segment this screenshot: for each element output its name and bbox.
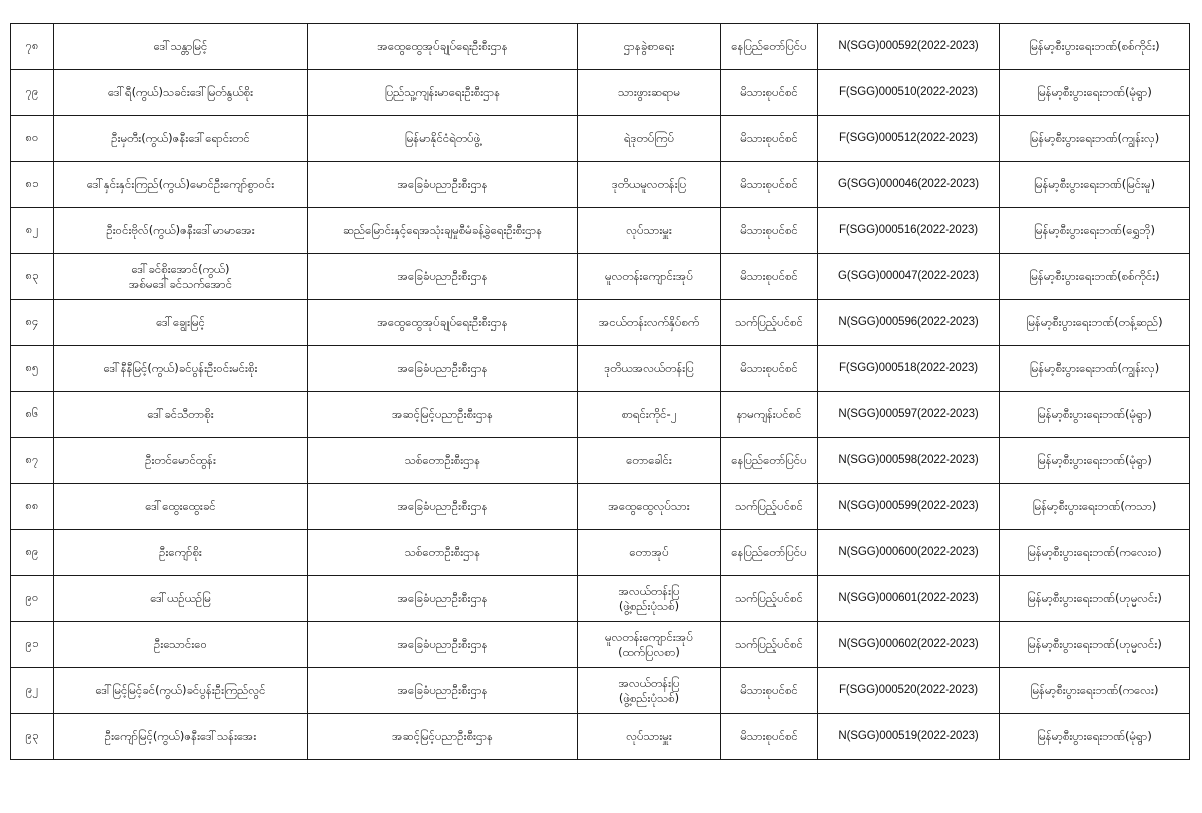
table-row bbox=[11, 24, 1190, 70]
reference-code-cell: N(SGG)000596(2022-2023) bbox=[818, 300, 1000, 346]
rank-cell: ဒုတိယအလယ်တန်းပြ bbox=[578, 346, 721, 392]
table-row bbox=[11, 484, 1190, 530]
reference-code-cell: N(SGG)000601(2022-2023) bbox=[818, 576, 1000, 622]
department-cell: ပြည်သူ့ကျန်းမာရေးဦးစီးဌာန bbox=[308, 70, 578, 116]
rank-cell: တောအုပ် bbox=[578, 530, 721, 576]
department-cell: အဆင့်မြင့်ပညာဦးစီးဌာန bbox=[308, 392, 578, 438]
table-row bbox=[11, 668, 1190, 714]
bank-branch-cell: မြန်မာ့စီးပွားရေးဘဏ်(ဟုမ္မလင်း) bbox=[1000, 622, 1190, 668]
pension-type-cell: မိသားစုပင်စင် bbox=[721, 208, 818, 254]
pension-type-cell: သက်ပြည့်ပင်စင် bbox=[721, 300, 818, 346]
rank-cell: သားဖွားဆရာမ bbox=[578, 70, 721, 116]
table-row bbox=[11, 300, 1190, 346]
department-cell: အထွေထွေအုပ်ချုပ်ရေးဦးစီးဌာန bbox=[308, 300, 578, 346]
row-number-cell: ၈၃ bbox=[11, 254, 54, 300]
table-body bbox=[11, 24, 1190, 760]
table-row bbox=[11, 392, 1190, 438]
department-cell: အခြေခံပညာဦးစီးဌာန bbox=[308, 254, 578, 300]
reference-code-cell: N(SGG)000592(2022-2023) bbox=[818, 24, 1000, 70]
reference-code-cell: F(SGG)000512(2022-2023) bbox=[818, 116, 1000, 162]
pension-type-cell: မိသားစုပင်စင် bbox=[721, 70, 818, 116]
bank-branch-cell: မြန်မာ့စီးပွားရေးဘဏ်(ရွှေဘို) bbox=[1000, 208, 1190, 254]
pension-type-cell: နေပြည်တော်ပြင်ပ bbox=[721, 438, 818, 484]
pension-type-cell: မိသားစုပင်စင် bbox=[721, 254, 818, 300]
rank-cell: မူလတန်းကျောင်းအုပ် bbox=[578, 254, 721, 300]
person-name-cell: ဒေါ်ခင်စိုးအောင်(ကွယ်) အစ်မဒေါ်ခင်သက်အောင် bbox=[54, 254, 308, 300]
pension-type-cell: မိသားစုပင်စင် bbox=[721, 116, 818, 162]
reference-code-cell: F(SGG)000518(2022-2023) bbox=[818, 346, 1000, 392]
table-row bbox=[11, 70, 1190, 116]
department-cell: အခြေခံပညာဦးစီးဌာန bbox=[308, 668, 578, 714]
row-number-cell: ၇၈ bbox=[11, 24, 54, 70]
bank-branch-cell: မြန်မာ့စီးပွားရေးဘဏ်(ကသာ) bbox=[1000, 484, 1190, 530]
table-row bbox=[11, 162, 1190, 208]
row-number-cell: ၈၉ bbox=[11, 530, 54, 576]
person-name-cell: ဒေါ်ချွေးမြင့် bbox=[54, 300, 308, 346]
bank-branch-cell: မြန်မာ့စီးပွားရေးဘဏ်(ကျွန်းလှ) bbox=[1000, 116, 1190, 162]
reference-code-cell: G(SGG)000046(2022-2023) bbox=[818, 162, 1000, 208]
rank-cell: မူလတန်းကျောင်းအုပ် (ထက်ပြလစာ) bbox=[578, 622, 721, 668]
rank-cell: အထွေထွေလုပ်သား bbox=[578, 484, 721, 530]
row-number-cell: ၈၇ bbox=[11, 438, 54, 484]
person-name-cell: ဒေါ်သန္တာမြင့် bbox=[54, 24, 308, 70]
rank-cell: ရဲဒုတပ်ကြပ် bbox=[578, 116, 721, 162]
department-cell: သစ်တောဦးစီးဌာန bbox=[308, 438, 578, 484]
rank-cell: အငယ်တန်းလက်နှိပ်စက် bbox=[578, 300, 721, 346]
reference-code-cell: N(SGG)000602(2022-2023) bbox=[818, 622, 1000, 668]
row-number-cell: ၈၂ bbox=[11, 208, 54, 254]
reference-code-cell: N(SGG)000600(2022-2023) bbox=[818, 530, 1000, 576]
rank-cell: တောခေါင်း bbox=[578, 438, 721, 484]
rank-cell: ဌာနခွဲစာရေး bbox=[578, 24, 721, 70]
person-name-cell: ဒေါ်မြင့်မြင့်ခင်(ကွယ်)ခင်ပွန်းဦးကြည်လွင် bbox=[54, 668, 308, 714]
bank-branch-cell: မြန်မာ့စီးပွားရေးဘဏ်(မုံရွာ) bbox=[1000, 70, 1190, 116]
table-row bbox=[11, 576, 1190, 622]
table-row bbox=[11, 438, 1190, 484]
department-cell: အခြေခံပညာဦးစီးဌာန bbox=[308, 622, 578, 668]
rank-cell: လုပ်သားမှူး bbox=[578, 208, 721, 254]
bank-branch-cell: မြန်မာ့စီးပွားရေးဘဏ်(မုံရွာ) bbox=[1000, 438, 1190, 484]
person-name-cell: ဦးသောင်းဝေ bbox=[54, 622, 308, 668]
table-row bbox=[11, 622, 1190, 668]
row-number-cell: ၉၂ bbox=[11, 668, 54, 714]
bank-branch-cell: မြန်မာ့စီးပွားရေးဘဏ်(ကလေး) bbox=[1000, 668, 1190, 714]
row-number-cell: ၈၆ bbox=[11, 392, 54, 438]
person-name-cell: ဒေါ်ယဉ်ယဉ်မြ bbox=[54, 576, 308, 622]
bank-branch-cell: မြန်မာ့စီးပွားရေးဘဏ်(စစ်ကိုင်း) bbox=[1000, 24, 1190, 70]
person-name-cell: ဦးတင်မောင်ထွန်း bbox=[54, 438, 308, 484]
reference-code-cell: G(SGG)000047(2022-2023) bbox=[818, 254, 1000, 300]
department-cell: အခြေခံပညာဦးစီးဌာန bbox=[308, 162, 578, 208]
department-cell: အထွေထွေအုပ်ချုပ်ရေးဦးစီးဌာန bbox=[308, 24, 578, 70]
person-name-cell: ဒေါ်ခင်သီတာစိုး bbox=[54, 392, 308, 438]
department-cell: အခြေခံပညာဦးစီးဌာန bbox=[308, 346, 578, 392]
person-name-cell: ဦးဝင်းဗိုလ်(ကွယ်)ဇနီးဒေါ်မာမာအေး bbox=[54, 208, 308, 254]
row-number-cell: ၉၁ bbox=[11, 622, 54, 668]
department-cell: အခြေခံပညာဦးစီးဌာန bbox=[308, 484, 578, 530]
bank-branch-cell: မြန်မာ့စီးပွားရေးဘဏ်(စစ်ကိုင်း) bbox=[1000, 254, 1190, 300]
department-cell: အဆင့်မြင့်ပညာဦးစီးဌာန bbox=[308, 714, 578, 760]
table-row bbox=[11, 714, 1190, 760]
row-number-cell: ၉၃ bbox=[11, 714, 54, 760]
bank-branch-cell: မြန်မာ့စီးပွားရေးဘဏ်(မြင်းမူ) bbox=[1000, 162, 1190, 208]
pension-type-cell: နာမကျန်းပင်စင် bbox=[721, 392, 818, 438]
row-number-cell: ၇၉ bbox=[11, 70, 54, 116]
person-name-cell: ဒေါ်နီနီမြင့်(ကွယ်)ခင်ပွန်းဦးဝင်းမင်းစိုး bbox=[54, 346, 308, 392]
person-name-cell: ဦးကျော်မြင့်(ကွယ်)ဇနီးဒေါ်သန်းအေး bbox=[54, 714, 308, 760]
pension-type-cell: နေပြည်တော်ပြင်ပ bbox=[721, 530, 818, 576]
bank-branch-cell: မြန်မာ့စီးပွားရေးဘဏ်(မုံရွာ) bbox=[1000, 392, 1190, 438]
department-cell: အခြေခံပညာဦးစီးဌာန bbox=[308, 576, 578, 622]
rank-cell: စာရင်းကိုင်-၂ bbox=[578, 392, 721, 438]
row-number-cell: ၈၁ bbox=[11, 162, 54, 208]
reference-code-cell: F(SGG)000516(2022-2023) bbox=[818, 208, 1000, 254]
pension-type-cell: သက်ပြည့်ပင်စင် bbox=[721, 576, 818, 622]
row-number-cell: ၈၅ bbox=[11, 346, 54, 392]
reference-code-cell: F(SGG)000520(2022-2023) bbox=[818, 668, 1000, 714]
department-cell: မြန်မာနိုင်ငံရဲတပ်ဖွဲ့ bbox=[308, 116, 578, 162]
pension-records-table bbox=[10, 23, 1190, 760]
bank-branch-cell: မြန်မာ့စီးပွားရေးဘဏ်(ကျွန်းလှ) bbox=[1000, 346, 1190, 392]
row-number-cell: ၈၈ bbox=[11, 484, 54, 530]
pension-type-cell: သက်ပြည့်ပင်စင် bbox=[721, 484, 818, 530]
reference-code-cell: N(SGG)000597(2022-2023) bbox=[818, 392, 1000, 438]
reference-code-cell: N(SGG)000598(2022-2023) bbox=[818, 438, 1000, 484]
rank-cell: အလယ်တန်းပြ (ဖွဲ့စည်းပုံသစ်) bbox=[578, 576, 721, 622]
rank-cell: ဒုတိယမူလတန်းပြ bbox=[578, 162, 721, 208]
table-row bbox=[11, 346, 1190, 392]
rank-cell: အလယ်တန်းပြ (ဖွဲ့စည်းပုံသစ်) bbox=[578, 668, 721, 714]
person-name-cell: ဦးမှတီး(ကွယ်)ဇနီးဒေါ်ရောင်းတင် bbox=[54, 116, 308, 162]
pension-type-cell: မိသားစုပင်စင် bbox=[721, 162, 818, 208]
pension-type-cell: မိသားစုပင်စင် bbox=[721, 668, 818, 714]
table-row bbox=[11, 254, 1190, 300]
department-cell: သစ်တောဦးစီးဌာန bbox=[308, 530, 578, 576]
reference-code-cell: N(SGG)000599(2022-2023) bbox=[818, 484, 1000, 530]
person-name-cell: ဦးကျော်စိုး bbox=[54, 530, 308, 576]
rank-cell: လုပ်သားမှူး bbox=[578, 714, 721, 760]
bank-branch-cell: မြန်မာ့စီးပွားရေးဘဏ်(ကလေးဝ) bbox=[1000, 530, 1190, 576]
person-name-cell: ဒေါ်ရီ(ကွယ်)သခင်းဒေါ်မြတ်နွယ်စိုး bbox=[54, 70, 308, 116]
pension-type-cell: မိသားစုပင်စင် bbox=[721, 714, 818, 760]
row-number-cell: ၉၀ bbox=[11, 576, 54, 622]
pension-type-cell: မိသားစုပင်စင် bbox=[721, 346, 818, 392]
bank-branch-cell: မြန်မာ့စီးပွားရေးဘဏ်(ဟုမ္မလင်း) bbox=[1000, 576, 1190, 622]
reference-code-cell: F(SGG)000510(2022-2023) bbox=[818, 70, 1000, 116]
pension-type-cell: နေပြည်တော်ပြင်ပ bbox=[721, 24, 818, 70]
table-row bbox=[11, 208, 1190, 254]
table-row bbox=[11, 530, 1190, 576]
reference-code-cell: N(SGG)000519(2022-2023) bbox=[818, 714, 1000, 760]
table-row bbox=[11, 116, 1190, 162]
row-number-cell: ၈၀ bbox=[11, 116, 54, 162]
person-name-cell: ဒေါ်ထွေးထွေးခင် bbox=[54, 484, 308, 530]
row-number-cell: ၈၄ bbox=[11, 300, 54, 346]
pension-type-cell: သက်ပြည့်ပင်စင် bbox=[721, 622, 818, 668]
person-name-cell: ဒေါ်နှင်းနှင်းကြည်(ကွယ်)မောင်ဦးကျော်စွာဝင်း bbox=[54, 162, 308, 208]
bank-branch-cell: မြန်မာ့စီးပွားရေးဘဏ်(တန့်ဆည်) bbox=[1000, 300, 1190, 346]
department-cell: ဆည်မြောင်းနှင့်ရေအသုံးချမှုစီမံခန့်ခွဲရေးဦးစီးဌာန bbox=[308, 208, 578, 254]
bank-branch-cell: မြန်မာ့စီးပွားရေးဘဏ်(မုံရွာ) bbox=[1000, 714, 1190, 760]
